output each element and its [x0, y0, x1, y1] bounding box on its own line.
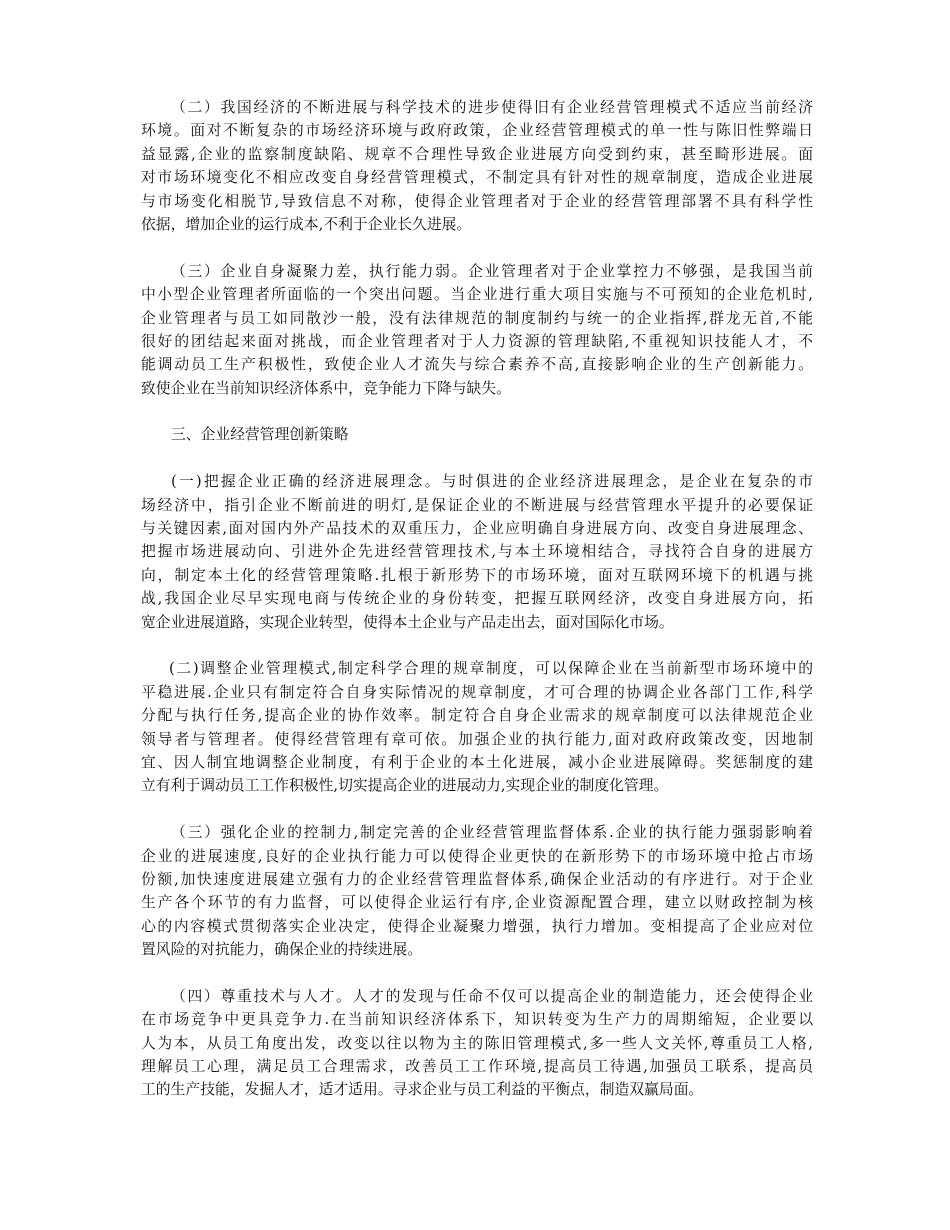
section-heading — [141, 423, 813, 446]
text-line: 生产各个环节的有力监督，可以使得企业运行有序,企业资源配置合理，建立以财政控制为核 — [141, 894, 813, 912]
section-heading-text: 三、企业经营管理创新策略 — [171, 426, 349, 444]
text-line: （四）尊重技术与人才。人才的发现与任命不仅可以提高企业的制造能力，还会使得企业 — [171, 987, 813, 1005]
text-line: 份额,加快速度进展建立强有力的企业经营管理监督体系,确保企业活动的有序进行。对于企业 — [141, 870, 813, 888]
document-page — [141, 96, 813, 1125]
text-line: 在市场竞争中更具竞争力.在当前知识经济体系下，知识转变为生产力的周期缩短，企业要以 — [141, 1011, 813, 1029]
paragraph — [141, 470, 813, 634]
text-line: 对市场环境变化不相应改变自身经营管理模式，不制定具有针对性的规章制度，造成企业进展 — [141, 169, 813, 187]
text-line: （三）强化企业的控制力,制定完善的企业经营管理监督体系.企业的执行能力强弱影响着 — [171, 824, 813, 842]
text-line: 把握市场进展动向、引进外企先进经营管理技术,与本土环境相结合，寻找符合自身的进展方 — [141, 543, 813, 561]
paragraph — [141, 96, 813, 236]
text-line: 依据，增加企业的运行成本,不利于企业长久进展。 — [141, 215, 472, 233]
text-line: 宽企业进展道路，实现企业转型，使得本土企业与产品走出去，面对国际化市场。 — [141, 613, 674, 631]
text-line: 领导者与管理者。使得经营管理有章可依。加强企业的执行能力,面对政府政策改变，因地制 — [141, 730, 813, 748]
text-line: 心的内容模式贯彻落实企业决定，使得企业凝聚力增强，执行力增加。变相提高了企业应对位 — [141, 917, 813, 935]
text-line: 企业管理者与员工如同散沙一般，没有法律规范的制度制约与统一的企业指挥,群龙无首,不能 — [141, 309, 813, 327]
text-line: 能调动员工生产积极性，致使企业人才流失与综合素养不高,直接影响企业的生产创新能力。 — [141, 356, 813, 374]
text-line: 立有利于调动员工工作积极性,切实提高企业的进展动力,实现企业的制度化管理。 — [141, 777, 669, 795]
paragraph — [141, 985, 813, 1102]
text-line: 场经济中，指引企业不断前进的明灯,是保证企业的不断进展与经营管理水平提升的必要保证 — [141, 496, 813, 514]
paragraph — [141, 657, 813, 797]
paragraph — [141, 821, 813, 961]
text-line: 益显露,企业的监察制度缺陷、规章不合理性导致企业进展方向受到约束，甚至畸形进展。面 — [141, 145, 813, 163]
text-line: 人为本，从员工角度出发，改变以往以物为主的陈旧管理模式,多一些人文关怀,尊重员工人格, — [141, 1034, 813, 1052]
text-line: （二）我国经济的不断进展与科学技术的进步使得旧有企业经营管理模式不适应当前经济 — [171, 99, 813, 116]
text-line: 企业的进展速度,良好的企业执行能力可以使得企业更快的在新形势下的市场环境中抢占市场 — [141, 847, 813, 865]
text-line: 中小型企业管理者所面临的一个突出问题。当企业进行重大项目实施与不可预知的企业危机时, — [141, 286, 813, 304]
text-line: 分配与执行任务,提高企业的协作效率。制定符合自身企业需求的规章制度可以法律规范企业 — [141, 707, 813, 725]
text-line: (一)把握企业正确的经济进展理念。与时俱进的企业经济进展理念，是企业在复杂的市 — [171, 473, 813, 491]
text-line: 平稳进展.企业只有制定符合自身实际情况的规章制度，才可合理的协调企业各部门工作,科学 — [141, 683, 813, 701]
paragraph — [141, 260, 813, 400]
text-line: 置风险的对抗能力，确保企业的持续进展。 — [141, 941, 423, 959]
text-line: 向，制定本土化的经营管理策略.扎根于新形势下的市场环境，面对互联网环境下的机遇与挑 — [141, 566, 813, 584]
text-line: (二)调整企业管理模式,制定科学合理的规章制度，可以保障企业在当前新型市场环境中的 — [169, 660, 813, 678]
text-line: 致使企业在当前知识经济体系中，竞争能力下降与缺失。 — [141, 379, 511, 397]
text-line: 与市场变化相脱节,导致信息不对称，使得企业管理者对于企业的经营管理部署不具有科学性 — [141, 192, 813, 210]
text-line: （三）企业自身凝聚力差，执行能力弱。企业管理者对于企业掌控力不够强，是我国当前 — [171, 262, 813, 280]
text-line: 工的生产技能，发掘人才，适才适用。寻求企业与员工利益的平衡点，制造双赢局面。 — [141, 1081, 704, 1099]
text-line: 理解员工心理，满足员工合理需求，改善员工工作环境,提高员工待遇,加强员工联系，提高员 — [141, 1058, 813, 1076]
text-line: 与关键因素,面对国内外产品技术的双重压力，企业应明确自身进展方向、改变自身进展理念、 — [141, 520, 813, 538]
text-line: 战,我国企业尽早实现电商与传统企业的身份转变，把握互联网经济，改变自身进展方向，拓 — [141, 590, 813, 608]
text-line: 宜、因人制宜地调整企业制度，有利于企业的本土化进展，减小企业进展障碍。奖惩制度的建 — [141, 753, 813, 771]
text-line: 环境。面对不断复杂的市场经济环境与政府政策，企业经营管理模式的单一性与陈旧性弊端日 — [141, 122, 813, 140]
text-line: 很好的团结起来面对挑战，而企业管理者对于人力资源的管理缺陷,不重视知识技能人才，不 — [141, 332, 813, 350]
